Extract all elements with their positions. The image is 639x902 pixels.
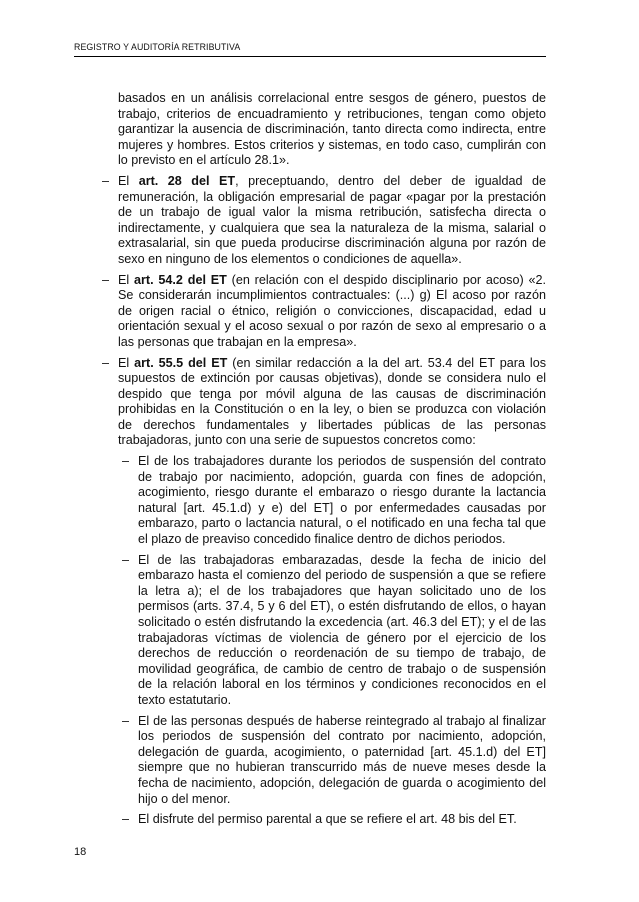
sub-item-text: El de las trabajadoras embarazadas, desde la fecha de inicio del embarazo hasta el comienzo del periodo de suspensión a que se refiere la letra a); el de los trabajadores que hayan solicitado uno de los permisos (arts. 37.4, 5 y 6 del ET), o estén disfrutando de ellos, o hayan solicitado o estén disfrutando la excedencia (art. 46.3 del ET); y el de las trabajadoras víctimas de violencia de género por el ejercicio de los derechos de reducción o reordenación de su tiempo de trabajo, de movilidad geográfica, de cambio de centro de trabajo o de suspensión de la relación laboral en los términos y condiciones reconocidos en el texto estatutario. bbox=[138, 552, 546, 707]
dash-bullet: – bbox=[122, 552, 130, 567]
continued-paragraph: basados en un análisis correlacional entre sesgos de género, puestos de trabajo, criterios de encuadramiento y retribuciones, tengan como objeto garantizar la ausencia de discriminación, tanto directa como indirecta, entre mujeres y hombres. Estos criterios y sistemas, en todo caso, cumplirán con lo previsto en el artículo 28.1». bbox=[118, 91, 546, 168]
dash-bullet: – bbox=[122, 812, 130, 827]
sub-list-item bbox=[122, 454, 546, 548]
list-item-art-28 bbox=[102, 173, 546, 268]
item-text: (en similar redacción a la del art. 53.4 del ET para los supuestos de extinción por causas objetivas), donde se considera nulo el despido que tenga por móvil alguna de las causas de discriminación prohibidas en la Constitución o en la ley, o bien se produzca con violación de derechos fundamentales y libertades públicas de las personas trabajadoras, junto con una serie de supuestos concretos como: bbox=[118, 355, 546, 448]
legal-reference: art. 55.5 del ET bbox=[134, 355, 228, 370]
sub-item-text: El de las personas después de haberse reintegrado al trabajo al finalizar los periodos de suspensión del contrato por nacimiento, adopción, delegación de guarda, acogimiento, o paternidad [art. 45.1.d) del ET] siempre que no hubieran transcurrido más de nueve meses desde la fecha de nacimiento, adopción, delegación de guarda o acogimiento del hijo o del menor. bbox=[138, 713, 546, 806]
legal-reference: art. 54.2 del ET bbox=[134, 272, 227, 287]
item-text: (en relación con el despido disciplinario por acoso) «2. Se considerarán incumplimientos contractuales: (...) g) El acoso por razón de origen racial o étnico, religión o convicciones, discapacidad, edad u orientación sexual y el acoso sexual o por razón de sexo al empresario o a las personas que trabajan en la empresa». bbox=[118, 272, 546, 349]
item-prefix: El bbox=[118, 173, 139, 188]
sub-item-text: El disfrute del permiso parental a que se refiere el art. 48 bis del ET. bbox=[138, 812, 517, 827]
page-number: 18 bbox=[74, 846, 87, 858]
sub-list-item bbox=[122, 552, 546, 709]
sub-list-item bbox=[122, 812, 546, 828]
sub-item-text: El de los trabajadores durante los periodos de suspensión del contrato de trabajo por nacimiento, adopción, guarda con fines de adopción, acogimiento, riesgo durante el embarazo o riesgo durante la lactancia natural [art. 45.1.d) y e) del ET] o por enfermedades causadas por embarazo, parto o lactancia natural, o el notificado en una fecha tal que el plazo de preaviso concedido finalice dentro de dichos periodos. bbox=[138, 454, 546, 547]
dash-bullet: – bbox=[122, 454, 130, 469]
body-text bbox=[74, 91, 546, 828]
list-item-art-55-5 bbox=[102, 355, 546, 450]
running-header: REGISTRO Y AUDITORÍA RETRIBUTIVA bbox=[74, 42, 241, 52]
list-item-art-54-2 bbox=[102, 272, 546, 351]
dash-bullet: – bbox=[122, 713, 130, 728]
dash-bullet: – bbox=[102, 272, 110, 287]
item-prefix: El bbox=[118, 272, 135, 287]
item-text: , preceptuando, dentro del deber de igualdad de remuneración, la obligación empresarial de pagar «pagar por la prestación de un trabajo de igual valor la misma retribución, satisfecha directa o indirectamente, y cualquiera que sea la naturaleza de la misma, salarial o extrasalarial, sin que pueda producirse discriminación alguna por razón de sexo en ninguno de los elementos o condiciones de aquella». bbox=[118, 173, 546, 266]
dash-bullet: – bbox=[102, 355, 110, 370]
header-rule bbox=[74, 56, 546, 57]
sub-list-item bbox=[122, 713, 546, 808]
legal-reference: art. 28 del ET bbox=[138, 173, 236, 188]
item-prefix: El bbox=[118, 355, 135, 370]
dash-bullet: – bbox=[102, 173, 110, 188]
